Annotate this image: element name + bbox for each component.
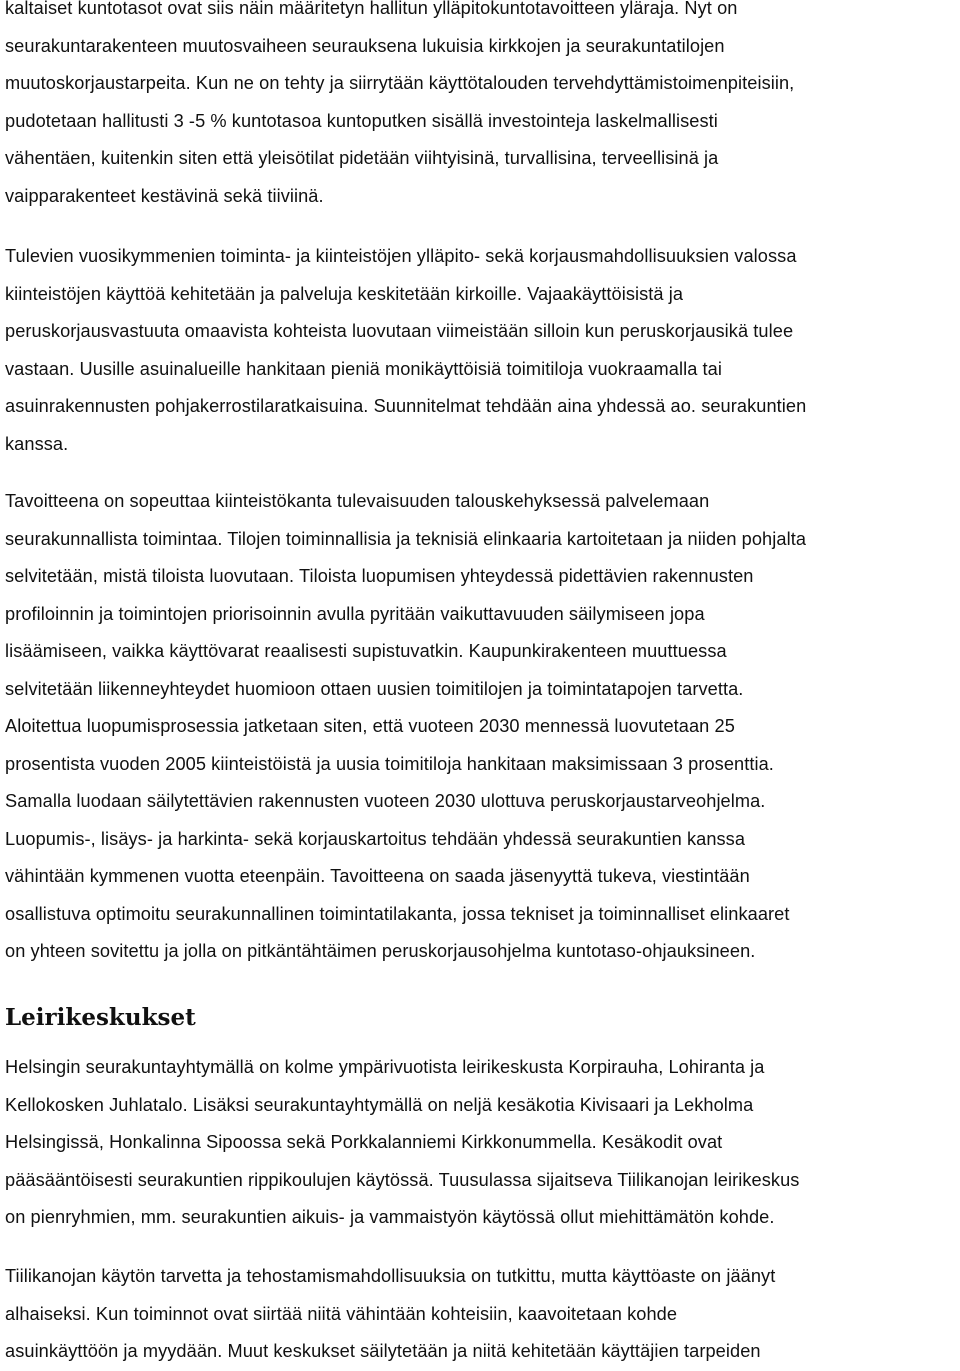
text-line: pudotetaan hallitusti 3 -5 % kuntotasoa kuntoputken sisällä investointeja laskelmallisesti <box>5 110 718 131</box>
section-heading: Leirikeskukset <box>5 1004 196 1031</box>
text-line: osallistuva optimoitu seurakunnallinen toimintatilakanta, jossa tekniset ja toiminnalliset elinkaaret <box>5 903 790 924</box>
text-line: vaipparakenteet kestävinä sekä tiiviinä. <box>5 185 324 206</box>
text-line: muutoskorjaustarpeita. Kun ne on tehty ja siirrytään käyttötalouden tervehdyttämistoimenpiteisiin, <box>5 73 795 93</box>
text-line: vastaan. Uusille asuinalueille hankitaan pieniä monikäyttöisiä toimitiloja vuokraamalla tai <box>5 358 722 379</box>
text-line: Aloitettua luopumisprosessia jatketaan siten, että vuoteen 2030 mennessä luovutetaan 25 <box>5 716 735 736</box>
text-line: Tiilikanojan käytön tarvetta ja tehostamismahdollisuuksia on tutkittu, mutta käyttöaste on jäänyt <box>5 1266 776 1286</box>
text-line: asuinkäyttöön ja myydään. Muut keskukset säilytetään ja niitä kehitetään käyttäjien tarpeiden <box>5 1341 761 1361</box>
text-line: vähintään kymmenen vuotta eteenpäin. Tavoitteena on saada jäsenyyttä tukeva, viestintään <box>5 866 750 886</box>
paragraph-tiilikanoja <box>5 1258 775 1371</box>
text-line: asuinrakennusten pohjakerrostilaratkaisuina. Suunnitelmat tehdään aina yhdessä ao. seurakuntien <box>5 396 807 416</box>
text-line: kanssa. <box>5 433 69 454</box>
text-line: seurakunnallista toimintaa. Tilojen toiminnallisia ja teknisiä elinkaaria kartoitetaan ja niiden pohjalta <box>5 528 807 549</box>
text-line: seurakuntarakenteen muutosvaiheen seurauksena lukuisia kirkkojen ja seurakuntatilojen <box>5 35 725 56</box>
text-line: peruskorjausvastuuta omaavista kohteista luovutaan viimeistään silloin kun peruskorjausikä tulee <box>5 321 794 341</box>
text-line: Tavoitteena on sopeuttaa kiinteistökanta tulevaisuuden talouskehyksessä palvelemaan <box>5 491 710 511</box>
text-line: Samalla luodaan säilytettävien rakennusten vuoteen 2030 ulottuva peruskorjaustarveohjelma. <box>5 791 766 811</box>
paragraph-goals <box>5 483 806 971</box>
text-line: profiloinnin ja toimintojen priorisoinnin avulla pyritään vaikuttavuuden säilymiseen jopa <box>5 603 705 624</box>
text-line: selvitetään, mistä tiloista luovutaan. Tiloista luopumisen yhteydessä pidettävien rakennusten <box>5 566 754 586</box>
text-line: Luopumis-, lisäys- ja harkinta- sekä korjauskartoitus tehdään yhdessä seurakuntien kanssa <box>5 828 746 849</box>
text-line: vähentäen, kuitenkin siten että yleisötilat pidetään viihtyisinä, turvallisina, terveellisinä ja <box>5 148 719 168</box>
paragraph-future-use <box>5 238 806 463</box>
text-line: on yhteen sovitettu ja jolla on pitkäntähtäimen peruskorjausohjelma kuntotaso-ohjauksineen. <box>5 941 756 961</box>
text-line: lisäämiseen, vaikka käyttövarat reaalisesti supistuvatkin. Kaupunkirakenteen muuttuessa <box>5 641 727 661</box>
paragraph-maintenance-levels <box>5 0 794 215</box>
text-line: prosentista vuoden 2005 kiinteistöistä ja uusia toimitiloja hankitaan maksimissaan 3 prosenttia. <box>5 753 774 774</box>
text-line: Helsingissä, Honkalinna Sipoossa sekä Porkkalanniemi Kirkkonummella. Kesäkodit ovat <box>5 1132 723 1152</box>
text-line: Tulevien vuosikymmenien toiminta- ja kiinteistöjen ylläpito- sekä korjausmahdollisuuksien valossa <box>5 246 797 266</box>
text-line: on pienryhmien, mm. seurakuntien aikuis- ja vammaistyön käytössä ollut miehittämätön kohde. <box>5 1207 775 1227</box>
text-line: kaltaiset kuntotasot ovat siis näin määritetyn hallitun ylläpitokuntotavoitteen yläraja. Nyt on <box>5 0 738 18</box>
text-line: selvitetään liikenneyhteydet huomioon ottaen uusien toimitilojen ja toimintatapojen tarvetta. <box>5 678 744 699</box>
text-line: alhaiseksi. Kun toiminnot ovat siirtää niitä vähintään kohteisiin, kaavoitetaan kohde <box>5 1303 678 1324</box>
text-line: pääsääntöisesti seurakuntien rippikoulujen käytössä. Tuusulassa sijaitseva Tiilikanojan leirikeskus <box>5 1169 800 1190</box>
text-line: Helsingin seurakuntayhtymällä on kolme ympärivuotista leirikeskusta Korpirauha, Lohiranta ja <box>5 1057 765 1077</box>
text-line: Kellokosken Juhlatalo. Lisäksi seurakuntayhtymällä on neljä kesäkotia Kivisaari ja Lekholma <box>5 1094 754 1115</box>
text-line: kiinteistöjen käyttöä kehitetään ja palveluja keskitetään kirkoille. Vajaakäyttöisistä ja <box>5 283 684 304</box>
paragraph-camp-centers <box>5 1049 799 1237</box>
